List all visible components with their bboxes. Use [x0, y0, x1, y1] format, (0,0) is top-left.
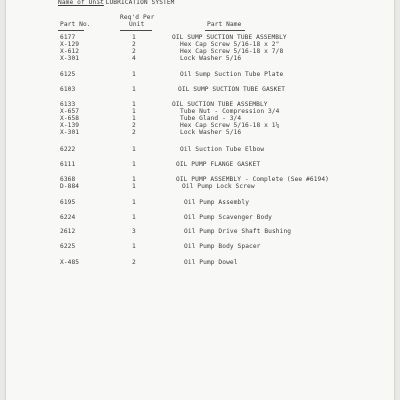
part-number: X-301: [60, 55, 80, 62]
unit-value: - LUBRICATION SYSTEM: [98, 0, 175, 6]
part-number: X-658: [60, 115, 80, 122]
part-name: Oil Pump Lock Screw: [182, 183, 255, 190]
part-name: OIL PUMP ASSEMBLY - Complete (See #6194): [176, 176, 330, 183]
part-number: X-301: [60, 129, 80, 136]
part-name: Lock Washer 5/16: [180, 55, 242, 62]
part-name: Oil Pump Body Spacer: [184, 243, 261, 250]
quantity: 1: [132, 146, 136, 153]
part-number: 6225: [60, 243, 76, 250]
column-header-reqd-line1: Req'd Per: [120, 14, 155, 21]
part-name: Tube Gland - 3/4: [180, 115, 242, 122]
quantity: 1: [132, 214, 136, 221]
quantity: 1: [132, 108, 136, 115]
part-number: X-485: [60, 259, 80, 266]
part-number: 6103: [60, 86, 76, 93]
part-name: Oil Pump Assembly: [184, 199, 250, 206]
part-name: Hex Cap Screw 5/16-18 x 2": [180, 41, 280, 48]
part-name: Oil Pump Drive Shaft Bushing: [184, 228, 292, 235]
part-name: Oil Suction Tube Elbow: [180, 146, 265, 153]
part-number: 6177: [60, 34, 76, 41]
quantity: 1: [132, 199, 136, 206]
part-number: 6111: [60, 161, 76, 168]
part-number: 6222: [60, 146, 76, 153]
quantity: 2: [132, 122, 136, 129]
part-number: 6224: [60, 214, 76, 221]
part-name: Lock Washer 5/16: [180, 129, 242, 136]
column-header-part-name: Part Name: [207, 21, 242, 28]
quantity: 2: [132, 41, 136, 48]
quantity: 1: [132, 71, 136, 78]
quantity: 4: [132, 55, 136, 62]
part-name: Oil Pump Dowel: [184, 259, 238, 266]
part-name: Oil Sump Suction Tube Plate: [180, 71, 284, 78]
part-name: Hex Cap Screw 5/16-18 x 1¼: [180, 122, 280, 129]
quantity: 1: [132, 115, 136, 122]
quantity: 2: [132, 129, 136, 136]
part-number: X-129: [60, 41, 80, 48]
part-number: 6133: [60, 101, 76, 108]
part-name: Tube Nut - Compression 3/4: [180, 108, 280, 115]
part-number: 6195: [60, 199, 76, 206]
part-name: OIL PUMP FLANGE GASKET: [176, 161, 261, 168]
header-rule-reqd: [120, 30, 152, 31]
part-number: 2612: [60, 228, 76, 235]
quantity: 1: [132, 86, 136, 93]
quantity: 1: [132, 34, 136, 41]
quantity: 1: [132, 101, 136, 108]
quantity: 2: [132, 259, 136, 266]
column-header-reqd-line2: Unit: [129, 21, 145, 28]
quantity: 1: [132, 176, 136, 183]
part-number: X-612: [60, 48, 80, 55]
quantity: 2: [132, 48, 136, 55]
part-name: OIL SUMP SUCTION TUBE ASSEMBLY: [172, 34, 287, 41]
part-number: X-657: [60, 108, 80, 115]
part-number: 6125: [60, 71, 76, 78]
header-rule-part-no: [58, 30, 84, 31]
part-name: Oil Pump Scavenger Body: [184, 214, 272, 221]
column-header-part-no: Part No.: [60, 21, 91, 28]
part-number: X-139: [60, 122, 80, 129]
part-number: 6368: [60, 176, 76, 183]
part-name: OIL SUCTION TUBE ASSEMBLY: [172, 101, 268, 108]
quantity: 3: [132, 228, 136, 235]
quantity: 1: [132, 161, 136, 168]
part-name: OIL SUMP SUCTION TUBE GASKET: [178, 86, 286, 93]
unit-label: Name of Unit: [58, 0, 104, 6]
header-rule-part-name: [205, 30, 245, 31]
part-name: Hex Cap Screw 5/16-18 x 7/8: [180, 48, 284, 55]
quantity: 1: [132, 183, 136, 190]
part-number: D-884: [60, 183, 80, 190]
quantity: 1: [132, 243, 136, 250]
